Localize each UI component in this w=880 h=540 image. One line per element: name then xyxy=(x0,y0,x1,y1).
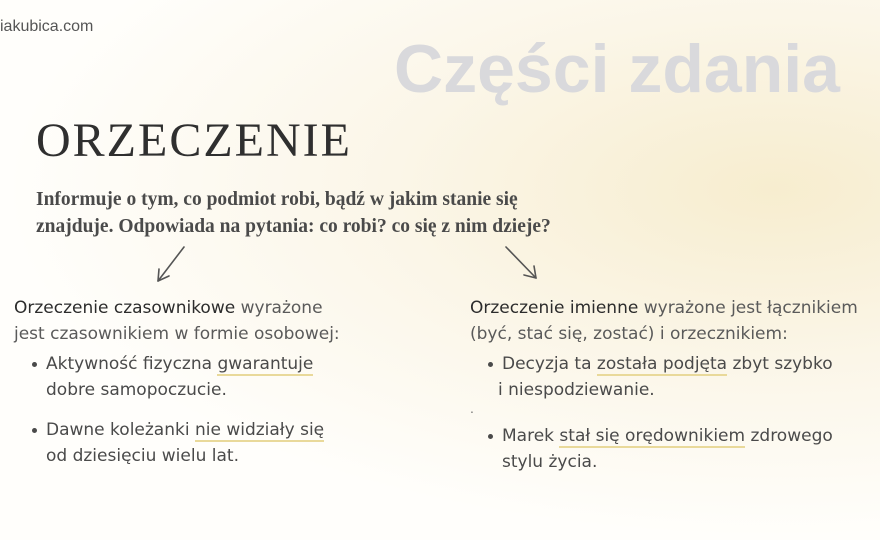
intro-text xyxy=(36,186,676,240)
example-text: zbyt szybko xyxy=(727,354,833,374)
example-text: Decyzja ta xyxy=(502,354,597,374)
arrow-down-left-icon xyxy=(150,244,190,286)
example-text-line-2: i niespodziewanie. xyxy=(498,380,655,400)
left-column xyxy=(14,295,434,483)
right-heading-line-1 xyxy=(470,295,880,321)
list-item xyxy=(470,351,880,403)
highlighted-predicate: została podjęta xyxy=(597,354,727,377)
list-item xyxy=(14,351,434,403)
page-title: ORZECZENIE xyxy=(36,114,352,167)
watermark-title: Części zdania xyxy=(394,31,840,107)
intro-line-2: znajduje. Odpowiada na pytania: co robi? co się z nim dzieje? xyxy=(36,216,551,237)
example-text-line-2: stylu życia. xyxy=(502,452,598,472)
right-column xyxy=(470,295,880,489)
left-heading-strong: Orzeczenie czasownikowe xyxy=(14,298,236,318)
left-heading-line-1 xyxy=(14,295,434,321)
list-item xyxy=(470,423,880,475)
right-heading-rest: wyrażone jest łącznikiem xyxy=(638,298,858,318)
stray-dot: . xyxy=(470,400,474,416)
example-text: Marek xyxy=(502,426,560,446)
left-heading-rest: wyrażone xyxy=(235,298,323,318)
intro-line-1: Informuje o tym, co podmiot robi, bądź w jakim stanie się xyxy=(36,189,518,210)
left-heading-line-2: jest czasownikiem w formie osobowej: xyxy=(14,324,340,344)
list-item xyxy=(14,417,434,469)
left-examples xyxy=(14,351,434,469)
right-heading-line-2: (być, stać się, zostać) i orzecznikiem: xyxy=(470,324,788,344)
example-text: zdrowego xyxy=(745,426,833,446)
highlighted-predicate: nie widziały się xyxy=(195,420,324,443)
example-text-line-2: od dziesięciu wielu lat. xyxy=(46,446,239,466)
example-text-line-2: dobre samopoczucie. xyxy=(46,380,227,400)
arrow-down-right-icon xyxy=(502,244,542,284)
right-heading-strong: Orzeczenie imienne xyxy=(470,298,639,318)
right-examples xyxy=(470,351,880,475)
example-text: Dawne koleżanki xyxy=(46,420,195,440)
example-text: Aktywność fizyczna xyxy=(46,354,218,374)
site-name: iakubica.com xyxy=(0,18,94,35)
highlighted-predicate: gwarantuje xyxy=(217,354,313,377)
highlighted-predicate: stał się orędownikiem xyxy=(559,426,745,449)
